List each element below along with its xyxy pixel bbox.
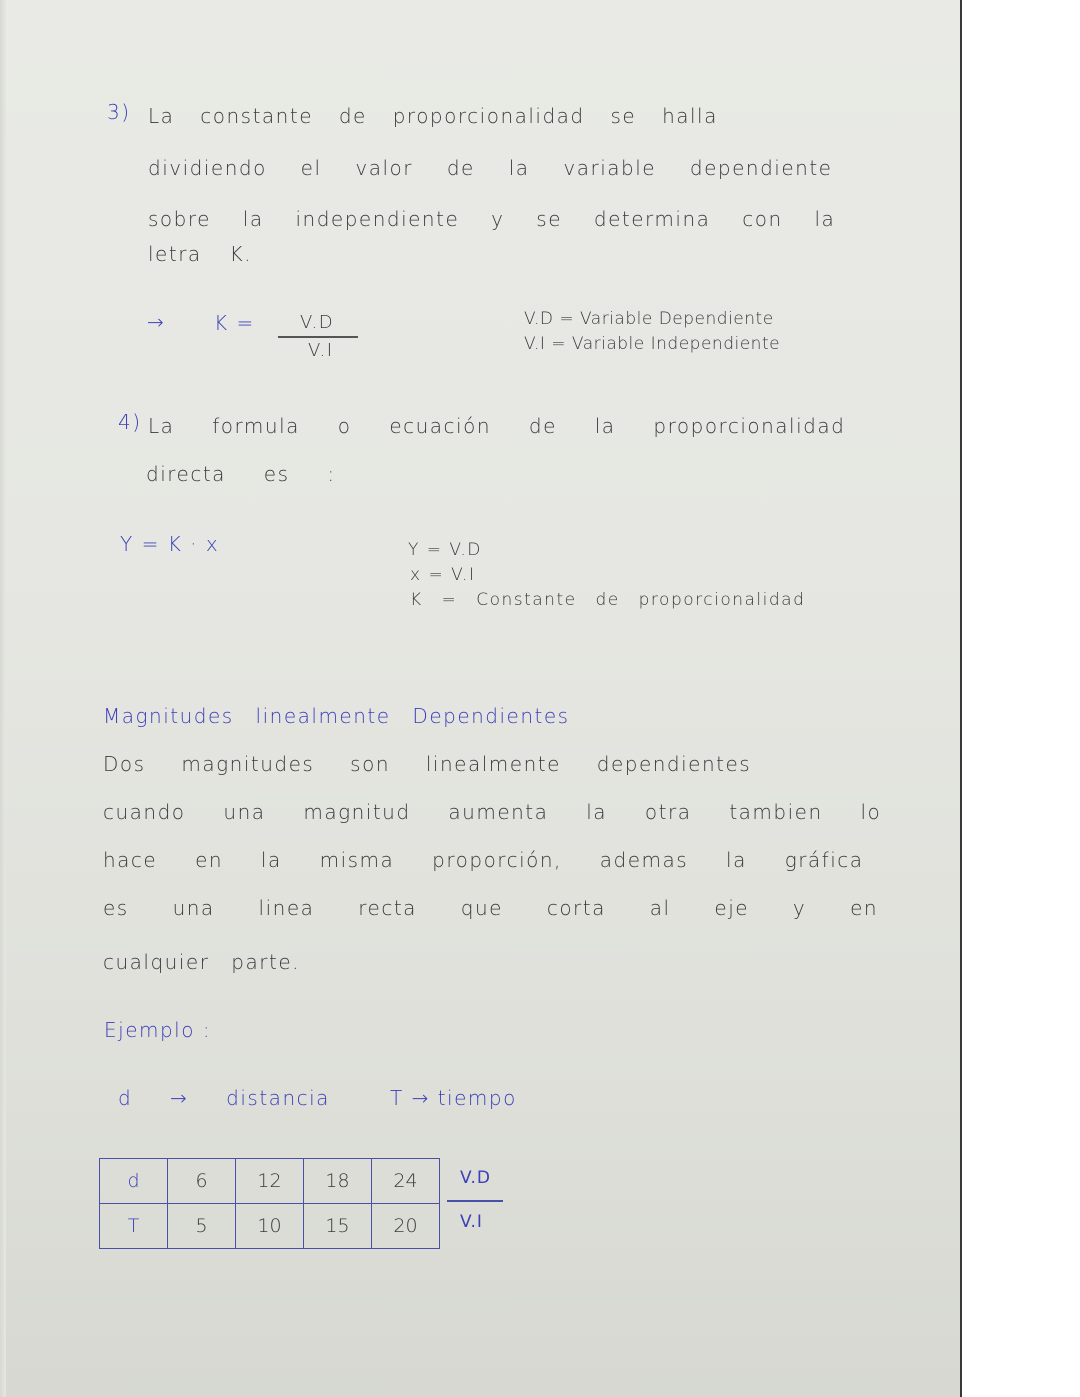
legend-vi: V.I = Variable Independiente <box>524 334 781 354</box>
section-4-line-2: directa es : <box>146 462 336 486</box>
section-3-line-1: La constante de proporcionalidad se halla <box>148 104 718 128</box>
table-cell: 5 <box>168 1204 236 1249</box>
legend-k: K = Constante de proporcionalidad <box>410 590 806 610</box>
side-label-vd: V.D <box>460 1168 491 1188</box>
linear-line-3: hace en la misma proporción, ademas la gráfica <box>103 848 864 872</box>
example-label: Ejemplo : <box>104 1018 212 1042</box>
table-cell: 24 <box>372 1159 440 1204</box>
row-label-d: d <box>100 1159 168 1204</box>
legend-vd: V.D = Variable Dependiente <box>524 309 774 329</box>
section-4-line-1: La formula o ecuación de la proporcionalidad <box>148 414 846 438</box>
section-4-number: 4) <box>118 410 142 434</box>
legend-y: Y = V.D <box>408 540 482 560</box>
linear-line-2: cuando una magnitud aumenta la otra tambien lo <box>103 800 882 824</box>
side-divider <box>447 1200 503 1202</box>
section-3-line-4: letra K. <box>148 242 253 266</box>
table-cell: 20 <box>372 1204 440 1249</box>
variable-distance: d → distancia <box>118 1086 330 1110</box>
direct-proportion-equation: Y = K · x <box>120 532 220 556</box>
side-label-vi: V.I <box>460 1212 483 1232</box>
row-label-t: T <box>100 1204 168 1249</box>
linear-line-1: Dos magnitudes son linealmente dependientes <box>103 752 752 776</box>
section-3-number: 3) <box>107 100 131 124</box>
table-row <box>100 1204 440 1249</box>
table-cell: 10 <box>236 1204 304 1249</box>
linear-line-5: cualquier parte. <box>103 950 300 974</box>
section-3-line-3: sobre la independiente y se determina con la <box>148 207 836 231</box>
fraction-bar <box>278 336 358 338</box>
table-cell: 12 <box>236 1159 304 1204</box>
k-formula-numerator: V.D <box>300 312 335 333</box>
table-cell: 15 <box>304 1204 372 1249</box>
table-cell: 18 <box>304 1159 372 1204</box>
linear-line-4: es una linea recta que corta al eje y en <box>103 896 879 920</box>
table-cell: 6 <box>168 1159 236 1204</box>
section-title: Magnitudes linealmente Dependientes <box>103 704 570 728</box>
variable-time: T → tiempo <box>390 1086 517 1110</box>
legend-x: x = V.I <box>410 565 476 585</box>
arrow-icon: → <box>147 310 166 334</box>
section-3-line-2: dividiendo el valor de la variable dependiente <box>148 156 833 180</box>
k-formula-lhs: K = <box>214 311 255 335</box>
k-formula-denominator: V.I <box>308 340 334 361</box>
example-table <box>99 1158 440 1249</box>
table-row <box>100 1159 440 1204</box>
